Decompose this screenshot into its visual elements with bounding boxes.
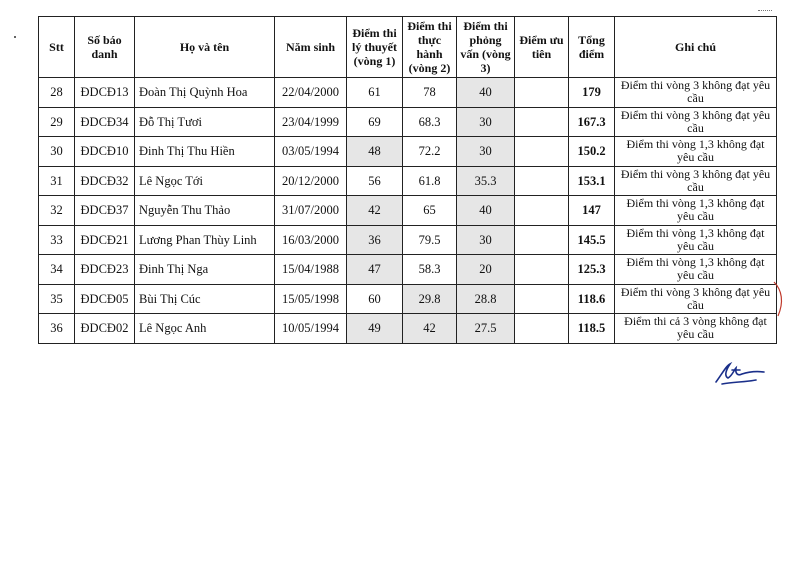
table-row	[39, 196, 777, 226]
cell-priority	[515, 255, 569, 285]
cell-sbd: ĐDCĐ32	[75, 166, 135, 196]
cell-interview: 30	[457, 137, 515, 167]
cell-name: Nguyễn Thu Thảo	[135, 196, 275, 226]
cell-priority	[515, 314, 569, 344]
cell-note: Điểm thi vòng 3 không đạt yêu cầu	[615, 284, 777, 314]
cell-total: 118.5	[569, 314, 615, 344]
cell-interview: 28.8	[457, 284, 515, 314]
cell-practice: 79.5	[403, 225, 457, 255]
cell-total: 179	[569, 78, 615, 108]
table-row	[39, 78, 777, 108]
cell-sbd: ĐDCĐ02	[75, 314, 135, 344]
cell-dob: 16/03/2000	[275, 225, 347, 255]
table-row	[39, 107, 777, 137]
header-theory: Điểm thi lý thuyết (vòng 1)	[347, 17, 403, 78]
header-dob: Năm sinh	[275, 17, 347, 78]
cell-stt: 35	[39, 284, 75, 314]
cell-name: Lương Phan Thùy Linh	[135, 225, 275, 255]
table-body	[39, 78, 777, 344]
cell-priority	[515, 284, 569, 314]
cell-name: Lê Ngọc Anh	[135, 314, 275, 344]
cell-practice: 68.3	[403, 107, 457, 137]
cell-priority	[515, 137, 569, 167]
cell-practice: 72.2	[403, 137, 457, 167]
cell-total: 167.3	[569, 107, 615, 137]
cell-interview: 27.5	[457, 314, 515, 344]
header-interview: Điểm thi phỏng vấn (vòng 3)	[457, 17, 515, 78]
table-row	[39, 166, 777, 196]
cell-priority	[515, 166, 569, 196]
cell-dob: 20/12/2000	[275, 166, 347, 196]
cell-sbd: ĐDCĐ13	[75, 78, 135, 108]
cell-priority	[515, 107, 569, 137]
header-note: Ghi chú	[615, 17, 777, 78]
cell-total: 153.1	[569, 166, 615, 196]
cell-dob: 03/05/1994	[275, 137, 347, 167]
cell-practice: 58.3	[403, 255, 457, 285]
cell-name: Lê Ngọc Tới	[135, 166, 275, 196]
table-row	[39, 314, 777, 344]
cell-name: Đoàn Thị Quỳnh Hoa	[135, 78, 275, 108]
table-row	[39, 137, 777, 167]
cell-interview: 40	[457, 78, 515, 108]
cell-total: 145.5	[569, 225, 615, 255]
cell-dob: 15/05/1998	[275, 284, 347, 314]
cell-practice: 29.8	[403, 284, 457, 314]
cell-theory: 69	[347, 107, 403, 137]
table-row	[39, 284, 777, 314]
cell-stt: 31	[39, 166, 75, 196]
cell-total: 147	[569, 196, 615, 226]
cell-practice: 42	[403, 314, 457, 344]
cell-dob: 23/04/1999	[275, 107, 347, 137]
header-name: Họ và tên	[135, 17, 275, 78]
red-pen-mark	[772, 280, 786, 320]
cell-sbd: ĐDCĐ21	[75, 225, 135, 255]
cell-practice: 61.8	[403, 166, 457, 196]
cell-note: Điểm thi vòng 3 không đạt yêu cầu	[615, 166, 777, 196]
cell-theory: 48	[347, 137, 403, 167]
header-total: Tổng điểm	[569, 17, 615, 78]
cell-theory: 61	[347, 78, 403, 108]
table-row	[39, 255, 777, 285]
scan-speck	[14, 36, 16, 38]
cell-name: Đỗ Thị Tươi	[135, 107, 275, 137]
cell-note: Điểm thi vòng 3 không đạt yêu cầu	[615, 107, 777, 137]
header-priority: Điểm ưu tiên	[515, 17, 569, 78]
cell-total: 125.3	[569, 255, 615, 285]
cell-interview: 20	[457, 255, 515, 285]
cell-interview: 30	[457, 225, 515, 255]
cell-dob: 15/04/1988	[275, 255, 347, 285]
cell-stt: 36	[39, 314, 75, 344]
cell-dob: 22/04/2000	[275, 78, 347, 108]
cell-theory: 36	[347, 225, 403, 255]
cell-name: Bùi Thị Cúc	[135, 284, 275, 314]
cell-note: Điểm thi cả 3 vòng không đạt yêu cầu	[615, 314, 777, 344]
corner-mark	[758, 10, 772, 13]
cell-dob: 10/05/1994	[275, 314, 347, 344]
header-sbd: Số báo danh	[75, 17, 135, 78]
cell-theory: 60	[347, 284, 403, 314]
cell-priority	[515, 78, 569, 108]
score-table	[38, 16, 777, 344]
cell-name: Đinh Thị Thu Hiền	[135, 137, 275, 167]
cell-sbd: ĐDCĐ23	[75, 255, 135, 285]
cell-note: Điểm thi vòng 1,3 không đạt yêu cầu	[615, 255, 777, 285]
cell-interview: 30	[457, 107, 515, 137]
cell-note: Điểm thi vòng 1,3 không đạt yêu cầu	[615, 225, 777, 255]
cell-dob: 31/07/2000	[275, 196, 347, 226]
cell-sbd: ĐDCĐ37	[75, 196, 135, 226]
cell-sbd: ĐDCĐ10	[75, 137, 135, 167]
cell-priority	[515, 225, 569, 255]
cell-name: Đinh Thị Nga	[135, 255, 275, 285]
cell-sbd: ĐDCĐ34	[75, 107, 135, 137]
cell-practice: 78	[403, 78, 457, 108]
cell-stt: 28	[39, 78, 75, 108]
cell-sbd: ĐDCĐ05	[75, 284, 135, 314]
cell-stt: 29	[39, 107, 75, 137]
cell-note: Điểm thi vòng 1,3 không đạt yêu cầu	[615, 196, 777, 226]
table-row	[39, 225, 777, 255]
cell-interview: 35.3	[457, 166, 515, 196]
header-row	[39, 17, 777, 78]
header-practice: Điểm thi thực hành (vòng 2)	[403, 17, 457, 78]
cell-theory: 47	[347, 255, 403, 285]
cell-theory: 42	[347, 196, 403, 226]
cell-practice: 65	[403, 196, 457, 226]
cell-total: 150.2	[569, 137, 615, 167]
handwritten-signature	[712, 360, 768, 386]
cell-note: Điểm thi vòng 1,3 không đạt yêu cầu	[615, 137, 777, 167]
cell-interview: 40	[457, 196, 515, 226]
cell-stt: 32	[39, 196, 75, 226]
header-stt: Stt	[39, 17, 75, 78]
cell-total: 118.6	[569, 284, 615, 314]
cell-theory: 56	[347, 166, 403, 196]
cell-theory: 49	[347, 314, 403, 344]
cell-stt: 34	[39, 255, 75, 285]
cell-stt: 33	[39, 225, 75, 255]
cell-note: Điểm thi vòng 3 không đạt yêu cầu	[615, 78, 777, 108]
cell-priority	[515, 196, 569, 226]
cell-stt: 30	[39, 137, 75, 167]
